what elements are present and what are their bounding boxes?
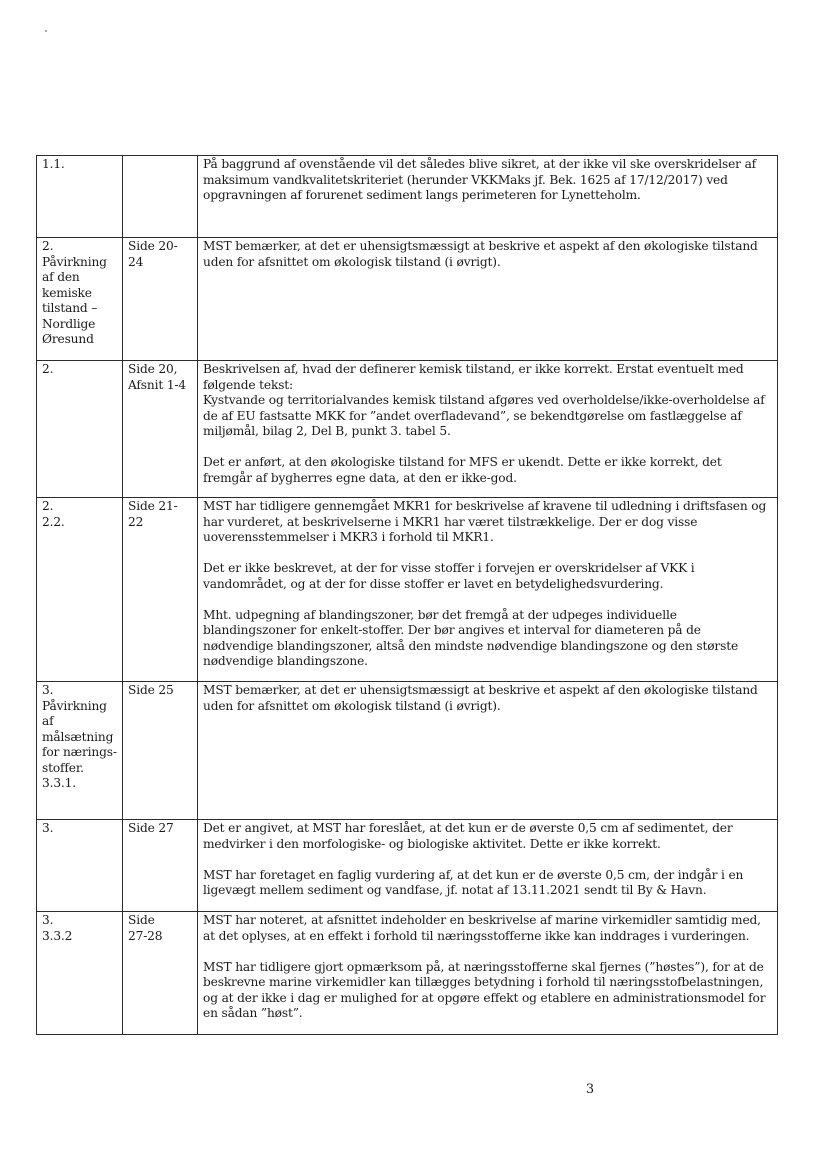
reference-cell: Side 20- 24 <box>123 238 198 361</box>
comment-cell <box>198 361 778 498</box>
comment-paragraph: Beskrivelsen af, hvad der definerer kemisk tilstand, er ikke korrekt. Erstat eventuelt med følgende tekst: Kystvande og territorialvandes kemisk tilstand afgøres ved overholdelse/ikke-overholdelse af de af EU fastsatte MKK for ”andet overfladevand”, se bekendtgørelse om fastlæggelse af miljømål, bilag 2, Del B, punkt 3. tabel 5. <box>203 362 765 438</box>
comment-cell <box>198 820 778 912</box>
table-row <box>37 361 778 498</box>
table-row <box>37 912 778 1035</box>
comment-paragraph: Det er anført, at den økologiske tilstand for MFS er ukendt. Dette er ikke korrekt, det fremgår af bygherres egne data, at den er ikke-god. <box>203 455 722 485</box>
comment-paragraph: MST har foretaget en faglig vurdering af, at det kun er de øverste 0,5 cm, der indgår i en ligevægt mellem sediment og vandfase, jf. notat af 13.11.2021 sendt til By & Havn. <box>203 867 744 897</box>
reference-cell: Side 27 <box>123 820 198 912</box>
section-cell: 2. 2.2. <box>37 498 123 682</box>
table-row <box>37 156 778 238</box>
table-row <box>37 820 778 912</box>
comment-paragraph: MST har tidligere gennemgået MKR1 for beskrivelse af kravene til udledning i driftsfasen og har vurderet, at beskrivelserne i MKR1 har været tilstrækkelige. Der er dog visse uoverensstemmelser i MKR3 i forhold til MKR1. <box>203 499 767 544</box>
comment-cell <box>198 498 778 682</box>
table-row <box>37 682 778 820</box>
section-cell: 3. <box>37 820 123 912</box>
table-row <box>37 238 778 361</box>
section-cell: 2. Påvirkning af den kemiske tilstand – Nordlige Øresund <box>37 238 123 361</box>
reference-cell: Side 20, Afsnit 1-4 <box>123 361 198 498</box>
reference-cell <box>123 156 198 238</box>
reference-cell: Side 25 <box>123 682 198 820</box>
comment-cell <box>198 912 778 1035</box>
scan-artifact <box>45 30 47 32</box>
section-cell: 3. 3.3.2 <box>37 912 123 1035</box>
reference-cell: Side 27-28 <box>123 912 198 1035</box>
comment-paragraph: MST bemærker, at det er uhensigtsmæssigt at beskrive et aspekt af den økologiske tilstand uden for afsnittet om økologisk tilstand (i øvrigt). <box>203 683 758 713</box>
section-cell: 2. <box>37 361 123 498</box>
comment-paragraph: MST bemærker, at det er uhensigtsmæssigt at beskrive et aspekt af den økologiske tilstand uden for afsnittet om økologisk tilstand (i øvrigt). <box>203 239 758 269</box>
section-cell: 1.1. <box>37 156 123 238</box>
comment-cell <box>198 238 778 361</box>
comment-paragraph: Det er angivet, at MST har foreslået, at det kun er de øverste 0,5 cm af sedimentet, der medvirker i den morfologiske- og biologiske aktivitet. Dette er ikke korrekt. <box>203 821 733 851</box>
comment-cell <box>198 682 778 820</box>
section-cell: 3. Påvirkning af målsætning for nærings-stoffer. 3.3.1. <box>37 682 123 820</box>
comment-cell <box>198 156 778 238</box>
page-number: 3 <box>585 1082 595 1097</box>
comment-paragraph: Det er ikke beskrevet, at der for visse stoffer i forvejen er overskridelser af VKK i vandområdet, og at der for disse stoffer er lavet en betydelighedsvurdering. <box>203 561 695 591</box>
table-row <box>37 498 778 682</box>
reference-cell: Side 21- 22 <box>123 498 198 682</box>
comment-paragraph: På baggrund af ovenstående vil det således blive sikret, at der ikke vil ske overskridelser af maksimum vandkvalitetskriteriet (herunder VKKMaks jf. Bek. 1625 af 17/12/2017) ved opgravningen af forurenet sediment langs perimeteren for Lynetteholm. <box>203 157 757 202</box>
comment-paragraph: MST har tidligere gjort opmærksom på, at næringsstofferne skal fjernes (”høstes”), for at de beskrevne marine virkemidler kan tillægges betydning i forhold til næringsstofbelastningen, og at der ikke i dag er mulighed for at opgøre effekt og etablere en administrationsmodel for en sådan ”høst”. <box>203 959 766 1020</box>
comment-paragraph: MST har noteret, at afsnittet indeholder en beskrivelse af marine virkemidler samtidig med, at det oplyses, at en effekt i forhold til næringsstofferne ikke kan inddrages i vurderingen. <box>203 913 761 943</box>
comments-table <box>36 155 778 1035</box>
comment-paragraph: Mht. udpegning af blandingszoner, bør det fremgå at der udpeges individuelle blandingszoner for enkelt-stoffer. Der bør angives et interval for diameteren på de nødvendige blandingszoner, altså den mindste nødvendige blandingszone og den største nødvendige blandingszone. <box>203 607 739 668</box>
